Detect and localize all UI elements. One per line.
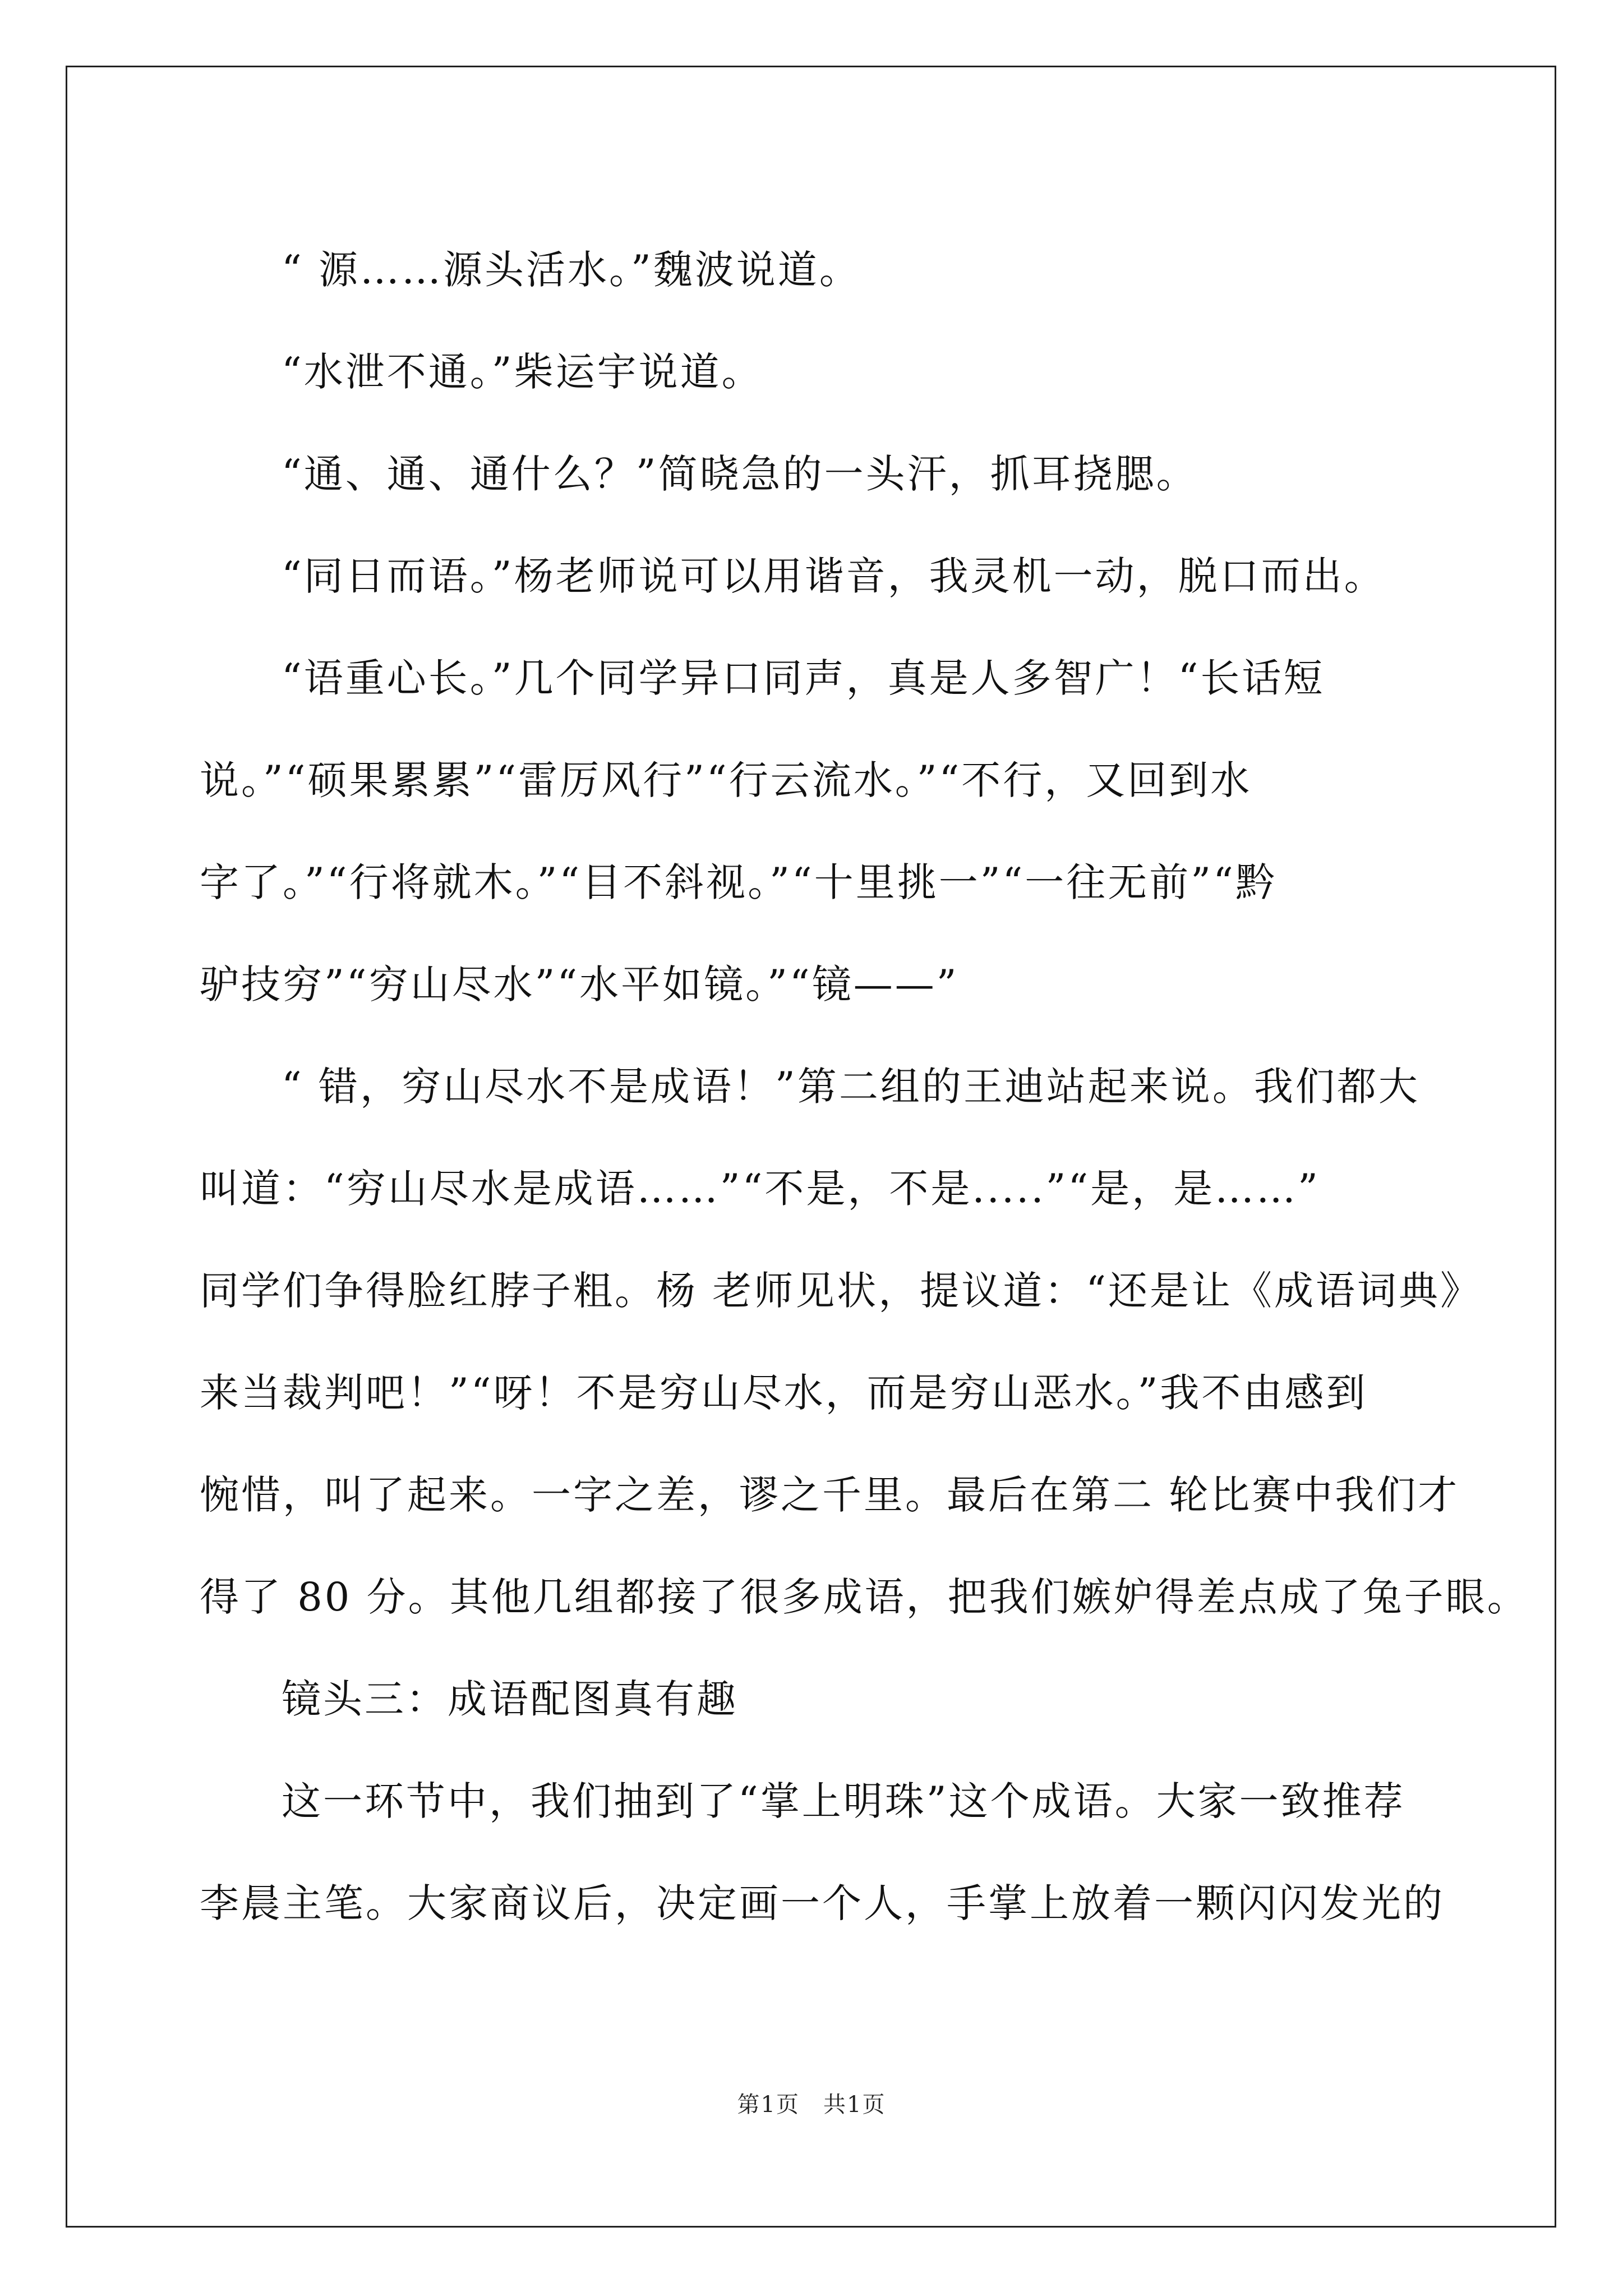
text-line: 驴技穷”“穷山尽水”“水平如镜。”“镜——” (200, 961, 959, 1007)
text-line: 同学们争得脸红脖子粗。杨 老师见状，提议道：“还是让《成语词典》 (200, 1268, 1482, 1314)
text-line: 惋惜，叫了起来。一字之差，谬之千里。最后在第二 轮比赛中我们才 (200, 1472, 1460, 1518)
text-line: “通、通、通什么？”简晓急的一头汗，抓耳挠腮。 (282, 451, 1198, 497)
text-line: “ 源……源头活水。”魏波说道。 (282, 247, 861, 293)
page-footer: 第1页 共1页 (737, 2092, 886, 2118)
text-line: “语重心长。”几个同学异口同声，真是人多智广！“长话短 (282, 655, 1325, 701)
text-line: 说。”“硕果累累”“雷厉风行”“行云流水。”“不行，又回到水 (200, 757, 1252, 803)
text-line: 字了。”“行将就木。”“目不斜视。”“十里挑一”“一往无前”“黔 (200, 859, 1277, 905)
text-line: “ 错，穷山尽水不是成语！”第二组的王迪站起来说。我们都大 (282, 1064, 1420, 1110)
text-line: “水泄不通。”柴运宇说道。 (282, 349, 763, 395)
text-line: 李晨主笔。大家商议后，决定画一个人，手掌上放着一颗闪闪发光的 (200, 1880, 1445, 1926)
text-line: 这一环节中，我们抽到了“掌上明珠”这个成语。大家一致推荐 (282, 1778, 1405, 1824)
text-line: 来当裁判吧！”“呀！不是穷山尽水，而是穷山恶水。”我不由感到 (200, 1370, 1368, 1416)
text-line: “同日而语。”杨老师说可以用谐音，我灵机一动，脱口而出。 (282, 553, 1386, 599)
section-heading: 镜头三：成语配图真有趣 (282, 1676, 738, 1722)
text-line: 叫道：“穷山尽水是成语……”“不是，不是.....”“是，是……” (200, 1166, 1320, 1212)
text-line: 得了 80 分。其他几组都接了很多成语，把我们嫉妒得差点成了兔子眼。 (200, 1574, 1529, 1620)
document-body (200, 219, 1529, 1954)
